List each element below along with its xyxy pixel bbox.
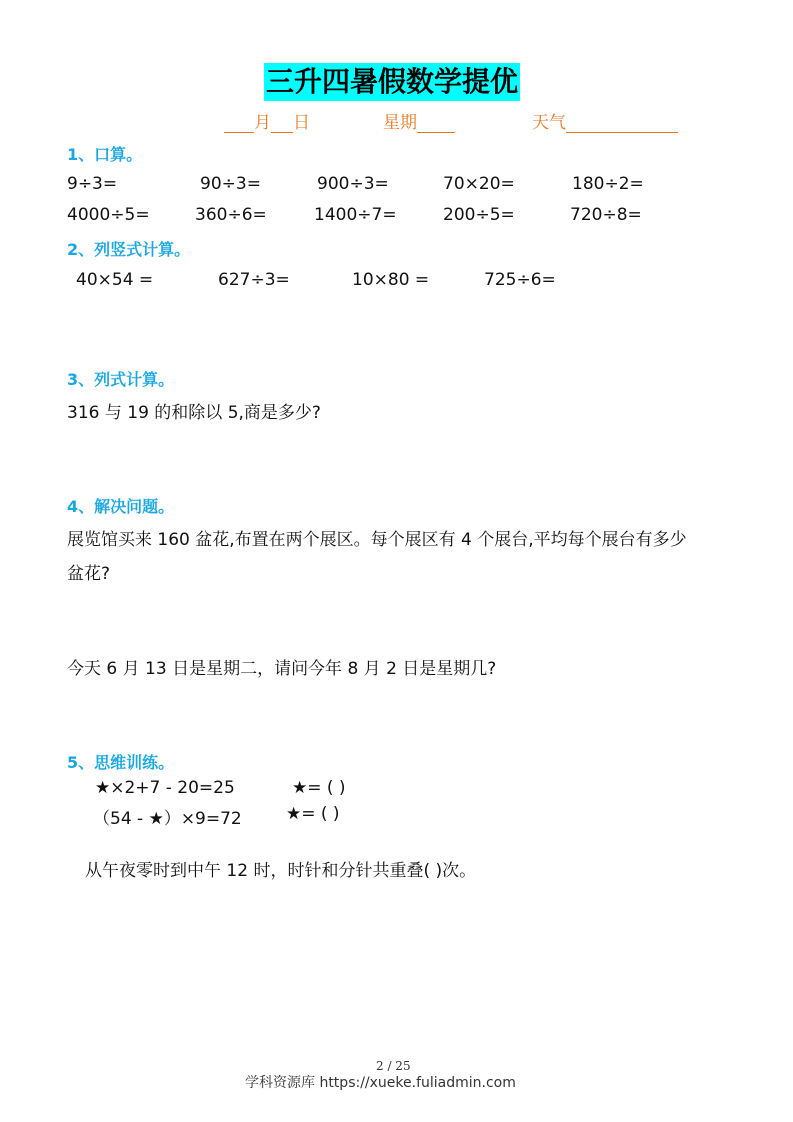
vertical-calc-problem: 10×80 = (352, 270, 430, 290)
thinking-answer: ★= ( ) (292, 778, 346, 798)
date-weather: 天气 (532, 108, 678, 133)
section-3-heading: 3、列式计算。 (67, 370, 175, 389)
oral-problem: 90÷3= (200, 174, 261, 194)
page-title: 三升四暑假数学提优 (264, 63, 520, 101)
oral-problem: 1400÷7= (314, 205, 397, 225)
expression-problem: 316 与 19 的和除以 5,商是多少? (67, 403, 321, 423)
section-1-heading: 1、口算。 (67, 145, 143, 164)
thinking-answer: ★= ( ) (286, 804, 340, 824)
oral-problem: 4000÷5= (67, 205, 150, 225)
word-problem-line: 展览馆买来 160 盆花,布置在两个展区。每个展区有 4 个展台,平均每个展台有多少 (67, 530, 687, 550)
clock-problem: 从午夜零时到中午 12 时，时针和分针共重叠( )次。 (85, 861, 477, 881)
thinking-equation: （54 - ★）×9=72 (93, 809, 242, 829)
page-number: 2 / 25 (376, 1059, 411, 1073)
date-month: 月 日 (224, 108, 310, 133)
section-5-heading: 5、思维训练。 (67, 753, 175, 772)
vertical-calc-problem: 725÷6= (484, 270, 556, 290)
section-4-heading: 4、解决问题。 (67, 497, 175, 516)
oral-problem: 70×20= (443, 174, 515, 194)
date-weekday: 星期 (383, 108, 455, 133)
oral-problem: 180÷2= (572, 174, 644, 194)
vertical-calc-problem: 627÷3= (218, 270, 290, 290)
oral-problem: 720÷8= (570, 205, 642, 225)
source-footer: 学科资源库 https://xueke.fuliadmin.com (245, 1075, 516, 1091)
oral-problem: 360÷6= (195, 205, 267, 225)
thinking-equation: ★×2+7 - 20=25 (95, 778, 235, 798)
word-problem: 今天 6 月 13 日是星期二，请问今年 8 月 2 日是星期几? (67, 659, 497, 679)
word-problem-line: 盆花? (67, 564, 111, 584)
oral-problem: 900÷3= (317, 174, 389, 194)
oral-problem: 200÷5= (443, 205, 515, 225)
vertical-calc-problem: 40×54 = (76, 270, 154, 290)
section-2-heading: 2、列竖式计算。 (67, 240, 191, 259)
oral-problem: 9÷3= (67, 174, 118, 194)
